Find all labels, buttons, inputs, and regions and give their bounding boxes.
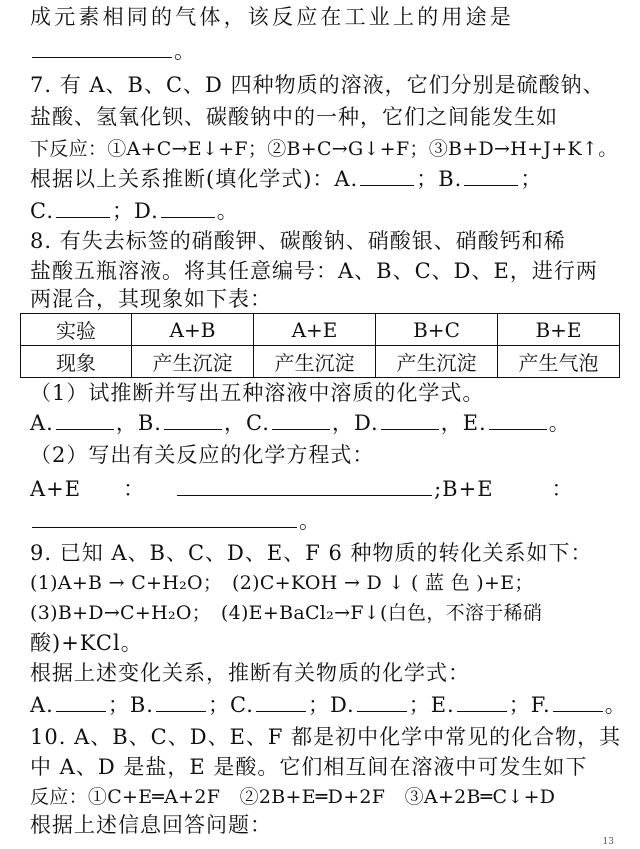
table-cell: A+E [254,314,376,346]
answer-blank-e[interactable] [457,691,507,712]
question-8-equation-line-2: 。 [30,506,622,536]
answer-blank-d[interactable] [357,691,407,712]
question-8-line-2: 盐酸五瓶溶液。将其任意编号：A、B、C、D、E，进行两 [30,259,598,283]
table-row [21,314,620,346]
table-cell: 现象 [21,346,132,378]
question-9-reaction-1: (1)A+B → C+H₂O； (2)C+KOH → D ↓ ( 蓝 色 )+E； [30,572,534,594]
question-9-reaction-2: (3)B+D→C+H₂O； (4)E+BaCl₂→F↓(白色，不溶于稀硝 [30,602,543,624]
answer-blank-c[interactable] [56,197,110,218]
question-7-line-2: 盐酸、氢氧化钡、碳酸钠中的一种，它们之间能发生如 [30,105,558,129]
question-8-sub-1-answers: A. ，B. ，C. ，D. ，E. 。 [30,411,571,435]
page-number: 13 [602,837,614,847]
answer-blank-b[interactable] [164,409,222,430]
table-cell: 产生气泡 [498,346,620,378]
question-8-line-3: 两混合，其现象如下表： [30,287,272,311]
question-8-equation-line: A+E ： ;B+E ： [30,477,574,501]
answer-blank-b[interactable] [464,165,518,186]
answer-blank-d[interactable] [381,409,439,430]
question-7-answer-line-2: C. ；D. 。 [30,199,239,223]
equation-blank[interactable] [177,475,432,496]
question-10-line-1: 10. A、B、C、D、E、F 都是初中化学中常见的化合物，其 [30,725,622,749]
question-7-line-1: 7. 有 A、B、C、D 四种物质的溶液，它们分别是硫酸钠、 [30,73,605,97]
answer-blank[interactable] [32,37,172,58]
answer-blank-c[interactable] [256,691,306,712]
question-9-line-5: 根据上述变化关系，推断有关物质的化学式： [30,661,470,685]
question-10-line-4: 根据上述信息回答问题： [30,813,272,837]
answer-blank-c[interactable] [272,409,330,430]
question-9-line-4: 酸)+KCl。 [30,631,143,655]
answer-blank-a[interactable] [56,409,114,430]
table-cell: 产生沉淀 [132,346,254,378]
table-cell: B+E [498,314,620,346]
table-row [21,346,620,378]
answer-blank-b[interactable] [156,691,206,712]
answer-blank-d[interactable] [161,197,215,218]
answer-blank-a[interactable] [56,691,106,712]
question-8-sub-2: （2）写出有关反应的化学方程式： [30,443,375,467]
question-8-line-1: 8. 有失去标签的硝酸钾、碳酸钠、硝酸银、硝酸钙和稀 [30,229,566,253]
table-cell: 实验 [21,314,132,346]
question-7-reactions: 下反应：①A+C→E↓+F；②B+C→G↓+F；③B+D→H+J+K↑。 [30,138,618,160]
table-cell: 产生沉淀 [376,346,498,378]
answer-blank-a[interactable] [360,165,414,186]
question-10-line-2: 中 A、D 是盐，E 是酸。它们相互间在溶液中可发生如下 [30,755,588,779]
question-10-reactions: 反应：①C+E═A+2F ②2B+E═D+2F ③A+2B═C↓+D [30,786,556,808]
question-8-sub-1: （1）试推断并写出五种溶液中溶质的化学式。 [30,381,485,405]
question-9-line-1: 9. 已知 A、B、C、D、E、F 6 种物质的转化关系如下： [30,541,593,565]
text-line: 成元素相同的气体，该反应在工业上的用途是 [30,5,514,29]
table-cell: B+C [376,314,498,346]
experiment-table [20,313,620,378]
answer-blank-e[interactable] [489,409,547,430]
answer-blank-f[interactable] [553,691,603,712]
equation-blank[interactable] [32,507,297,528]
question-7-answer-line-1: 根据以上关系推断(填化学式)：A. ；B. ； [30,167,543,191]
table-cell: A+B [132,314,254,346]
text-line: 。 [30,36,622,66]
table-cell: 产生沉淀 [254,346,376,378]
question-9-answers: A. ；B. ；C. ；D. ；E. ；F. 。 [30,693,627,717]
